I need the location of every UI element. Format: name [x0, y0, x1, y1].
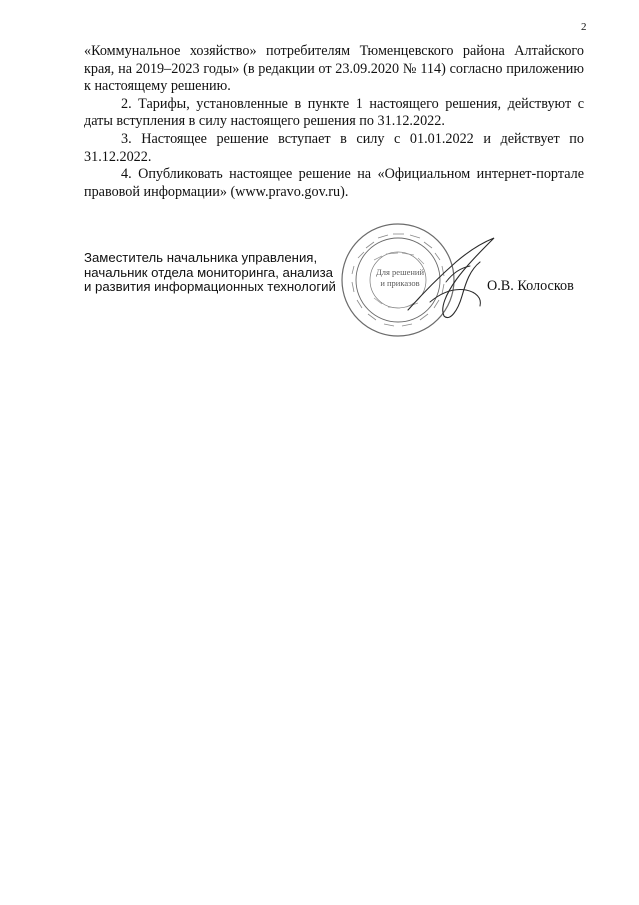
svg-text:и приказов: и приказов: [380, 278, 420, 288]
signatory-name: О.В. Колосков: [487, 278, 574, 294]
document-body: [84, 43, 584, 201]
paragraph-item-2: 2. Тарифы, установленные в пункте 1 настоящего решения, действуют с даты вступления в силу настоящего решения по 31.12.2022.: [84, 95, 584, 130]
paragraph-item-4: 4. Опубликовать настоящее решение на «Официальном интернет-портале правовой информации» (www.pravo.gov.ru).: [84, 166, 584, 200]
signatory-position-line: начальник отдела мониторинга, анализа: [84, 264, 333, 280]
signatory-position-line: и развития информационных технологий: [84, 279, 336, 294]
signatory-position: [84, 251, 336, 295]
paragraph-item-3: 3. Настоящее решение вступает в силу с 01.01.2022 и действует по 31.12.2022.: [84, 130, 584, 165]
signatory-position-line: Заместитель начальника управления,: [84, 250, 318, 265]
paragraph-continuation: «Коммунальное хозяйство» потребителям Тюменцевского района Алтайского края, на 2019–2023 годы» (в редакции от 23.09.2020 № 114) согласно приложению к настоящему решению.: [84, 43, 584, 95]
page-number: 2: [581, 21, 587, 33]
svg-text:Для решений: Для решений: [375, 267, 425, 277]
